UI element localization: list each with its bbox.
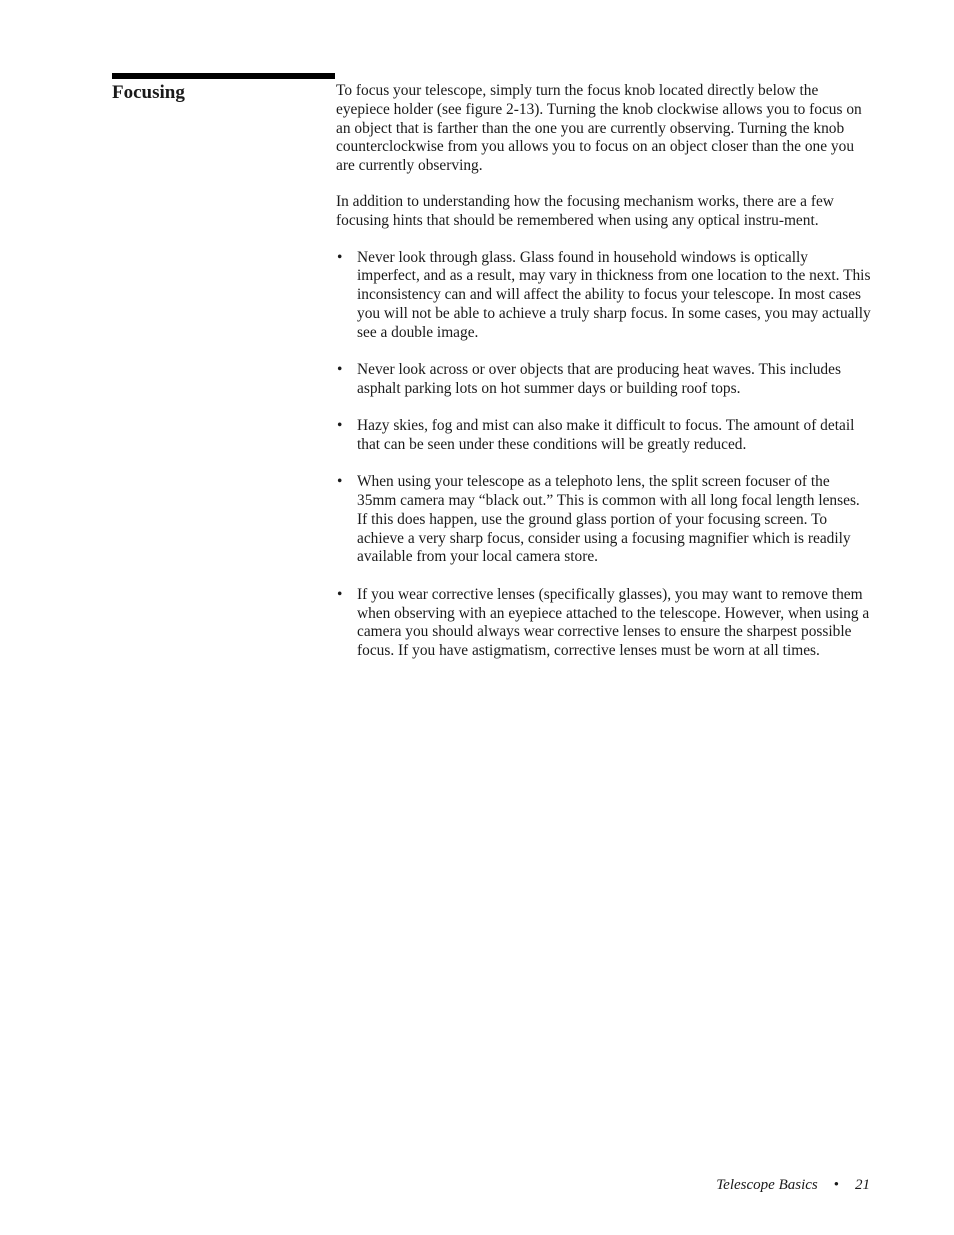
hints-paragraph: In addition to understanding how the focusing mechanism works, there are a few focusing hints that should be remembered when using any optical instru-ment. [336, 193, 834, 230]
footer-separator: • [833, 1177, 839, 1193]
body-column [336, 82, 871, 679]
bullet-glyph: • [337, 361, 343, 379]
list-item-text: Hazy skies, fog and mist can also make it difficult to focus. The amount of detail that can be seen under these conditions will be greatly reduced. [357, 417, 855, 453]
page-footer [716, 1175, 870, 1195]
bullet-glyph: • [337, 417, 343, 435]
page-number: 21 [855, 1177, 870, 1193]
bullet-glyph: • [337, 248, 343, 266]
bullet-glyph: • [337, 585, 343, 603]
section-heading: Focusing [112, 82, 185, 103]
list-item [336, 586, 871, 661]
bullet-glyph: • [337, 473, 343, 491]
list-item [336, 361, 871, 399]
intro-paragraph: To focus your telescope, simply turn the focus knob located directly below the eyepiece holder (see figure 2-13). Turning the knob clockwise allows you to focus on an object that is farther than the one you are currently observing. Turning the knob counterclockwise from you allows you to focus on an object closer than the one you are currently observing. [336, 82, 862, 175]
focusing-hints-list [336, 249, 871, 661]
list-item [336, 249, 871, 343]
list-item [336, 473, 871, 567]
list-item-text: Never look across or over objects that are producing heat waves. This includes asphalt parking lots on hot summer days or building roof tops. [357, 361, 841, 397]
footer-title: Telescope Basics [716, 1177, 818, 1193]
section-rule [112, 73, 335, 79]
list-item [336, 417, 871, 455]
list-item-text: When using your telescope as a telephoto lens, the split screen focuser of the 35mm camera may “black out.” This is common with all long focal length lenses. If this does happen, use the ground glass portion of your focusing screen. To achieve a very sharp focus, consider using a focusing magnifier which is readily available from your local camera store. [357, 473, 860, 566]
list-item-text: If you wear corrective lenses (specifically glasses), you may want to remove them when observing with an eyepiece attached to the telescope. However, when using a camera you should always wear corrective lenses to ensure the sharpest possible focus. If you have astigmatism, corrective lenses must be worn at all times. [357, 585, 870, 660]
list-item-text: Never look through glass. Glass found in household windows is optically imperfect, and as a result, may vary in thickness from one location to the next. This inconsistency can and will affect the ability to focus your telescope. In most cases you will not be able to achieve a truly sharp focus. In some cases, you may actually see a double image. [357, 248, 871, 341]
